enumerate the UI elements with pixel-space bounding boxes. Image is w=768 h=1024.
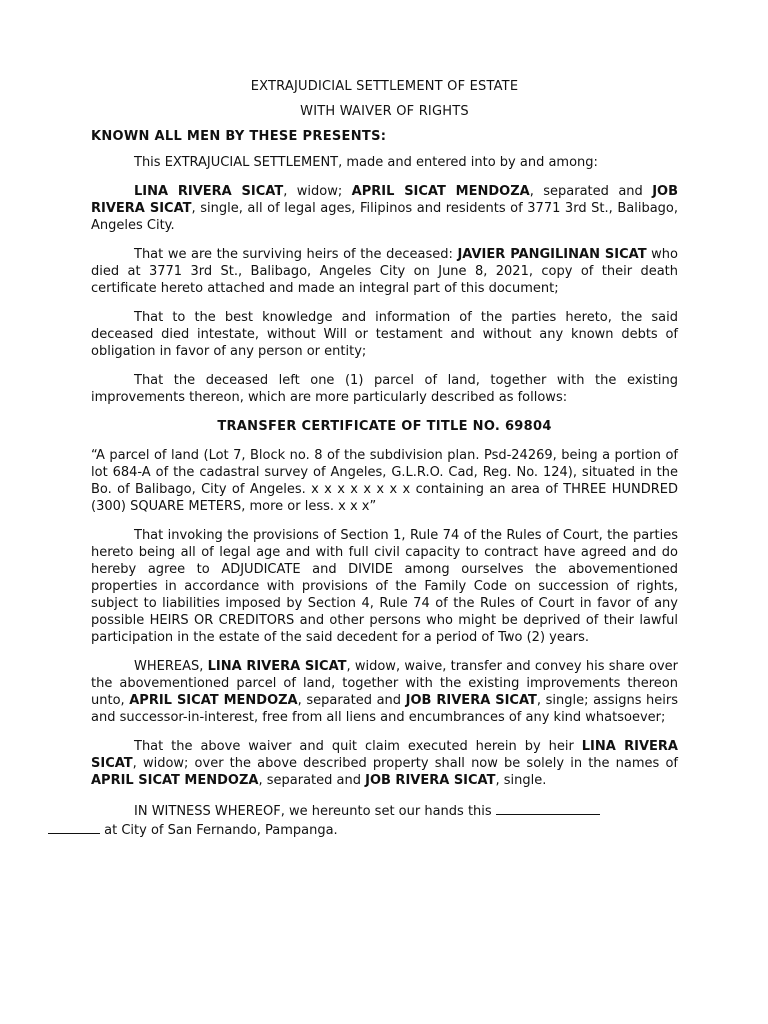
decedent-name: JAVIER PANGILINAN SICAT xyxy=(457,247,647,262)
whereas-paragraph: WHEREAS, LINA RIVERA SICAT, widow, waive, transfer and convey his share over the abovementioned parcel of land, together with the existing improvements thereon unto, APRIL SICAT MENDOZA, separated and JOB RIVERA SICAT, single; assigns heirs and successor-in-interest, free from all liens and encumbrances of any kind whatsoever; xyxy=(91,659,679,725)
party-name: APRIL SICAT MENDOZA xyxy=(91,773,259,788)
witness-paragraph: IN WITNESS WHEREOF, we hereunto set our hands this at City of San Fernando, Pampanga. xyxy=(91,801,678,839)
waiver-paragraph: That the above waiver and quit claim executed herein by heir LINA RIVERA SICAT, widow; over the above described property shall now be solely in the names of APRIL SICAT MENDOZA, separated and JOB RIVERA SICAT, single. xyxy=(91,739,678,788)
knowledge-paragraph: That to the best knowledge and information of the parties hereto, the said deceased died intestate, without Will or testament and without any known debts of obligation in favor of any person or entity; xyxy=(91,310,678,359)
tct-description: “A parcel of land (Lot 7, Block no. 8 of the subdivision plan. Psd-24269, being a portion of lot 684-A of the cadastral survey of Angeles, G.L.R.O. Cad, Reg. No. 124), situated in the Bo. of Balibago, City of Angeles. x x x x x x x x containing an area of THREE HUNDRED (300) SQUARE METERS, more or less. x x x” xyxy=(91,448,678,514)
known-all-men-heading: KNOWN ALL MEN BY THESE PRESENTS: xyxy=(91,129,387,144)
intro-paragraph: This EXTRAJUCIAL SETTLEMENT, made and entered into by and among: xyxy=(134,155,598,170)
party-name: JOB RIVERA SICAT xyxy=(365,773,496,788)
party-name: APRIL SICAT MENDOZA xyxy=(129,693,298,708)
tct-heading: TRANSFER CERTIFICATE OF TITLE NO. 69804 xyxy=(217,419,552,434)
party-name: JOB RIVERA SICAT xyxy=(405,693,537,708)
party-name: APRIL SICAT MENDOZA xyxy=(351,184,530,199)
date-blank-line[interactable] xyxy=(496,801,600,815)
party-name: LINA RIVERA SICAT xyxy=(207,659,347,674)
document-title: EXTRAJUDICIAL SETTLEMENT OF ESTATE xyxy=(250,79,519,94)
party-name: LINA RIVERA SICAT xyxy=(134,184,284,199)
date-blank-line-continued[interactable] xyxy=(48,820,100,834)
heirs-paragraph: That we are the surviving heirs of the deceased: JAVIER PANGILINAN SICAT who died at 3771 3rd St., Balibago, Angeles City on June 8, 2021, copy of their death certificate hereto attached and made an integral part of this document; xyxy=(91,247,678,296)
parcel-paragraph: That the deceased left one (1) parcel of land, together with the existing improvements thereon, which are more particularly described as follows: xyxy=(91,373,678,405)
party-name: JOB RIVERA SICAT xyxy=(91,184,678,216)
party-name: LINA RIVERA SICAT xyxy=(91,739,678,771)
invoking-paragraph: That invoking the provisions of Section 1, Rule 74 of the Rules of Court, the parties hereto being all of legal age and with full civil capacity to contract have agreed and do hereby agree to ADJUDICATE and DIVIDE among ourselves the abovementioned properties in accordance with provisions of the Family Code on succession of rights, subject to liabilities imposed by Section 4, Rule 74 of the Rules of Court in favor of any possible HEIRS OR CREDITORS and other persons who might be deprived of their lawful participation in the estate of the said decedent for a period of Two (2) years. xyxy=(91,528,678,645)
document-subtitle: WITH WAIVER OF RIGHTS xyxy=(300,104,469,119)
parties-paragraph: LINA RIVERA SICAT, widow; APRIL SICAT MENDOZA, separated and JOB RIVERA SICAT, single, all of legal ages, Filipinos and residents of 3771 3rd St., Balibago, Angeles City. xyxy=(91,184,678,233)
